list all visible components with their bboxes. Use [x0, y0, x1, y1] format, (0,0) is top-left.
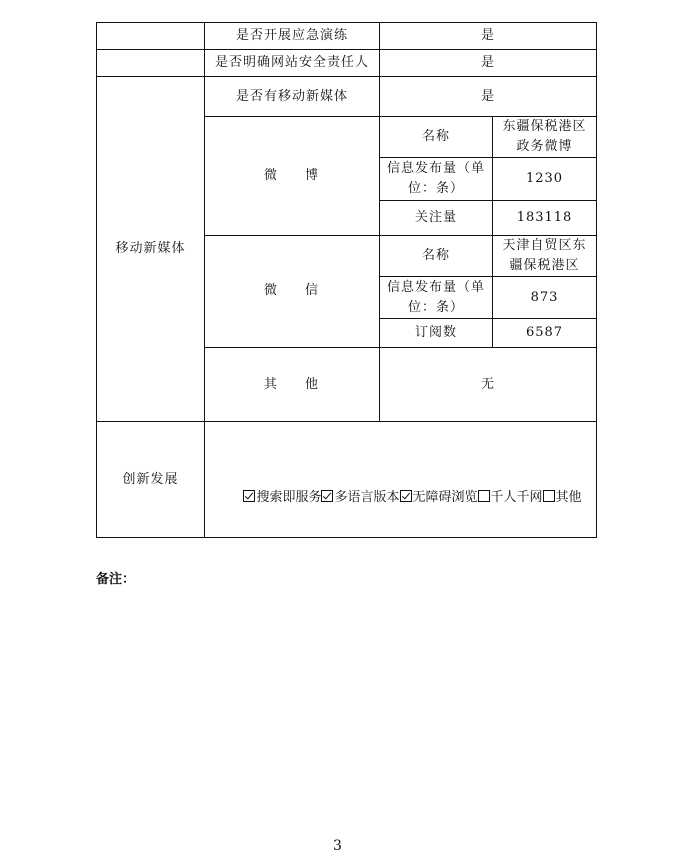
note-label: 备注： — [96, 572, 136, 587]
checkbox-unchecked-icon[interactable] — [478, 490, 490, 502]
innovation-option-label: 其他 — [555, 489, 582, 505]
weibo-name-value: 东疆保税港区政务微博 — [493, 117, 597, 158]
checkbox-unchecked-icon[interactable] — [543, 490, 555, 502]
has-media-label: 是否有移动新媒体 — [205, 77, 380, 117]
wechat-posts-label: 信息发布量（单位：条） — [380, 276, 493, 318]
wechat-subs-label: 订阅数 — [380, 319, 493, 348]
empty-cell — [97, 23, 205, 50]
wechat-name-label: 名称 — [380, 235, 493, 276]
innovation-row — [97, 422, 597, 538]
weibo-posts-label: 信息发布量（单位：条） — [380, 158, 493, 200]
weibo-followers-label: 关注量 — [380, 200, 493, 235]
innovation-option-label: 多语言版本 — [334, 489, 400, 505]
checkbox-checked-icon[interactable] — [243, 490, 255, 502]
innovation-option[interactable] — [543, 488, 582, 508]
wechat-label: 微 信 — [205, 235, 380, 347]
checkbox-checked-icon[interactable] — [400, 490, 412, 502]
checkbox-checked-icon[interactable] — [321, 490, 333, 502]
innovation-option[interactable] — [478, 488, 543, 508]
innovation-option[interactable] — [400, 488, 478, 508]
owner-value: 是 — [380, 50, 597, 77]
innovation-options — [209, 488, 592, 508]
empty-cell — [97, 50, 205, 77]
report-table — [96, 22, 597, 538]
weibo-posts-value: 1230 — [493, 158, 597, 200]
innovation-options-cell — [205, 422, 597, 538]
page-number: 3 — [333, 838, 342, 854]
has-media-value: 是 — [380, 77, 597, 117]
innovation-option[interactable] — [243, 488, 321, 508]
owner-label: 是否明确网站安全责任人 — [205, 50, 380, 77]
innovation-option-label: 无障碍浏览 — [412, 489, 478, 505]
wechat-subs-value: 6587 — [493, 319, 597, 348]
wechat-posts-value: 873 — [493, 276, 597, 318]
innovation-option-label: 千人千网 — [490, 489, 543, 505]
weibo-label: 微 博 — [205, 117, 380, 235]
innovation-option[interactable] — [321, 488, 399, 508]
innovation-option-label: 搜索即服务 — [256, 489, 322, 505]
owner-row — [97, 50, 597, 77]
media-section-label: 移动新媒体 — [97, 77, 205, 422]
other-value: 无 — [380, 348, 597, 422]
weibo-followers-value: 183118 — [493, 200, 597, 235]
weibo-name-label: 名称 — [380, 117, 493, 158]
has-media-row — [97, 77, 597, 117]
other-label: 其 他 — [205, 348, 380, 422]
drill-row — [97, 23, 597, 50]
wechat-name-value: 天津自贸区东疆保税港区 — [493, 235, 597, 276]
drill-label: 是否开展应急演练 — [205, 23, 380, 50]
innovation-label: 创新发展 — [97, 422, 205, 538]
drill-value: 是 — [380, 23, 597, 50]
